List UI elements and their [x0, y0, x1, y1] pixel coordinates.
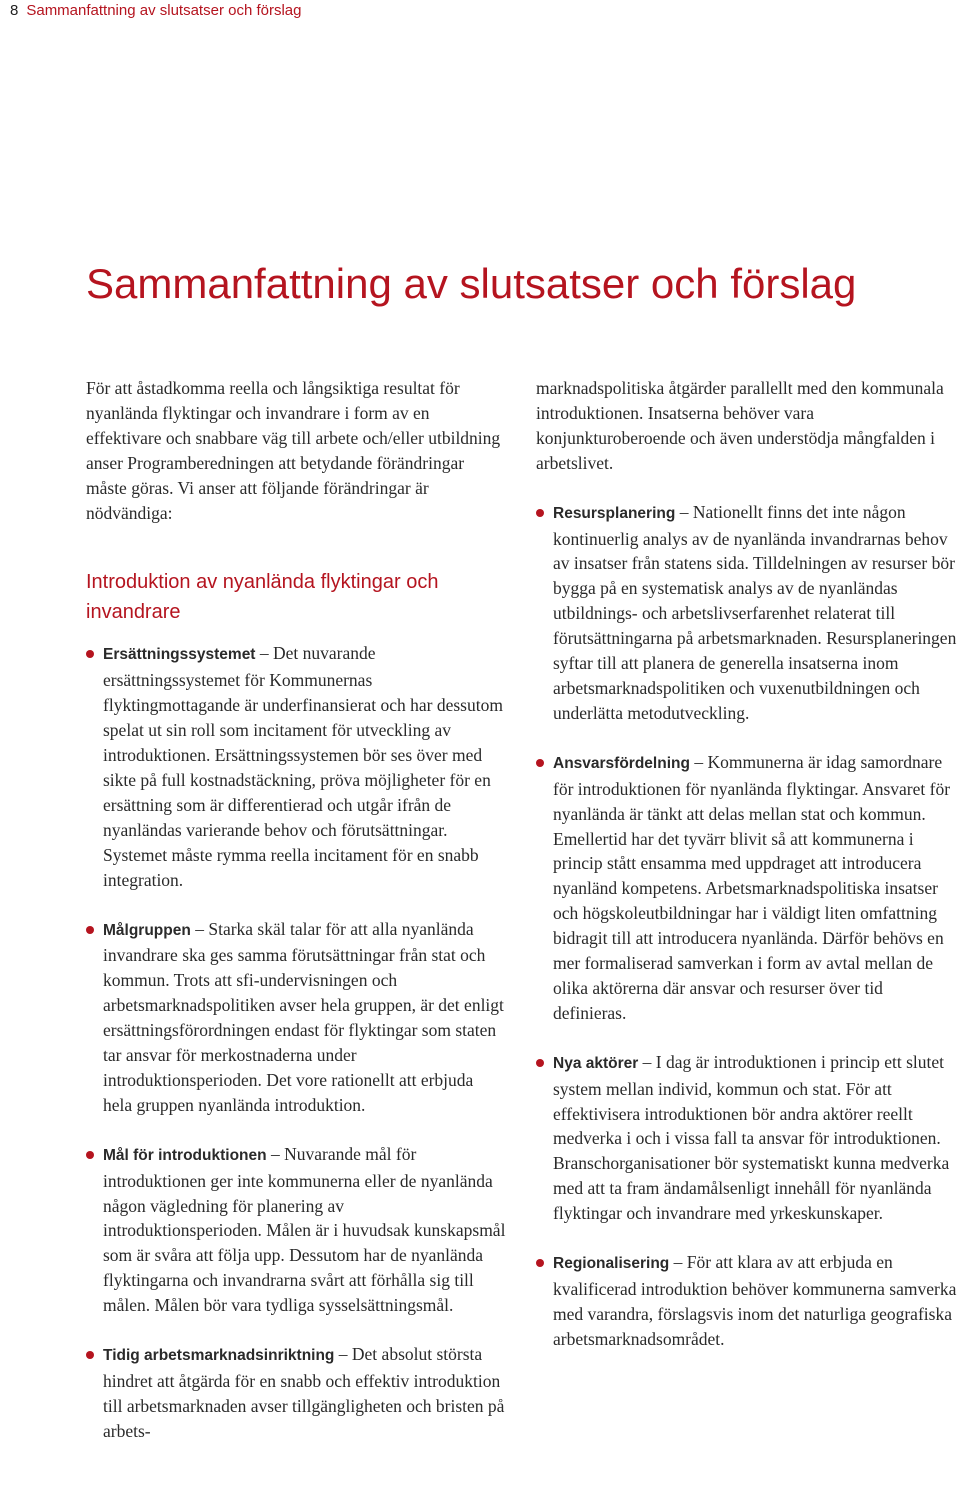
right-column [536, 376, 960, 1376]
item-term: Tidig arbetsmarknadsinriktning [103, 1347, 335, 1365]
item-text: Nuvarande mål för introduktionen ger inte kommunerna eller de nyanlända någon vägledning för planering av introduktionsperioden. Målen är i huvudsak kunskapsmål som är svåra att följa upp. Dessutom har de nyanlända flyktingarna och invandrarna svårt att förhålla sig till målen. Målen bör vara tydliga sysselsättningsmål. [103, 1143, 506, 1316]
list-item: Regionalisering – För att klara av att erbjuda en kvalificerad introduktion behöver kommunerna samverka med varandra, förslagsvis inom det naturliga geografiska arbetsmarknadsområdet. [536, 1250, 960, 1352]
item-text: Starka skäl talar för att alla nyanlända invandrare ska ges samma förutsättningar från stat och kommun. Trots att sfi-undervisningen och arbetsmarknadspolitiken avser hela gruppen, är det enligt ersättningsförordningen endast för flyktingar som staten tar ansvar för merkostnaderna under introduktionsperioden. Det vore rationellt att erbjuda hela gruppen nyanlända introduktion. [103, 918, 504, 1115]
bullet-icon [536, 509, 544, 517]
item-term: Målgruppen [103, 921, 191, 939]
item-text: För att klara av att erbjuda en kvalificerad introduktion behöver kommunerna samverka med varandra, förslagsvis inom det naturliga geografiska arbetsmarknadsområdet. [553, 1252, 957, 1349]
bullet-icon [536, 1059, 544, 1067]
item-text: Nationellt finns det inte någon kontinuerlig analys av de nyanlända invandrarnas behov av insatser från statens sida. Tilldelningen av resurser bör bygga på en systematisk analys av de nyanländas utbildnings- och arbetslivserfarenhet relaterat till förutsättningarna på arbetsmarknaden. Resursplaneringen syftar till att planera de generella insatserna inom arbetsmarknadspolitiken och vuxenutbildningen och underlätta metodutveckling. [553, 501, 957, 723]
bullet-icon [86, 926, 94, 934]
list-item: Ansvarsfördelning – Kommunerna är idag samordnare för introduktionen för nyanlända flyktingar. Ansvaret för nyanlända är tänkt att delas mellan stat och kommun. Emellertid har det tyvärr blivit så att kommunerna i princip stått ensamma med uppdraget att introducera nyanländ kompetens. Arbetsmarknadspolitiska insatser och högskoleutbildningar har i väldigt liten omfattning bidragit till att introducera nyanlända. Därför behövs en mer formaliserad samverkan i form av avtal mellan de olika aktörerna där ansvar och resurser över tid definieras. [536, 750, 960, 1026]
list-item: Ersättningssystemet – Det nuvarande ersättningssystemet för Kommunernas flyktingmottagande är underfinansierat och har dessutom spelat ut sin roll som incitament för utveckling av introduktionen. Ersättningssystemen bör ses över med sikte på full kostnadstäckning, pröva möjligheter för en ersättning som är differentierad och utgår ifrån de nyanländas varierande behov och förutsättningar. Systemet måste rymma reella incitament för en snabb integration. [86, 641, 506, 892]
item-term: Resursplanering [553, 504, 676, 522]
item-text: Kommunerna är idag samordnare för introduktionen för nyanlända flyktingar. Ansvaret för nyanlända är tänkt att delas mellan stat och kommun. Emellertid har det tyvärr blivit så att kommunerna i princip stått ensamma med uppdraget att introducera nyanländ kompetens. Arbetsmarknadspolitiska insatser och högskoleutbildningar har i väldigt liten omfattning bidragit till att introducera nyanlända. Därför behövs en mer formaliserad samverkan i form av avtal mellan de olika aktörerna där ansvar och resurser över tid definieras. [553, 751, 951, 1023]
left-column [86, 376, 506, 1468]
item-term: Regionalisering [553, 1255, 670, 1273]
running-header [10, 2, 301, 19]
bullet-icon [86, 1151, 94, 1159]
bullet-icon [86, 1351, 94, 1359]
list-item: Tidig arbetsmarknadsinriktning – Det absolut största hindret att åtgärda för en snabb och effektiv introduktion till arbetsmarknaden avser tillgängligheten och bristen på arbets- [86, 1342, 506, 1444]
item-term: Ansvarsfördelning [553, 754, 690, 772]
page-title: Sammanfattning av slutsatser och förslag [86, 260, 857, 307]
item-term: Ersättningssystemet [103, 646, 256, 664]
page-number: 8 [10, 2, 19, 19]
item-text: I dag är introduktionen i princip ett slutet system mellan individ, kommun och stat. För att effektivisera introduktionen bör andra aktörer reellt medverka i och i vissa fall ta ansvar för introduktionen. Branschorganisationer bör systematiskt kunna medverka med att ta fram ändamålsenligt innehåll för nyanlända flyktingar och invandrare med yrkeskunskaper. [553, 1051, 950, 1224]
item-text: Det absolut största hindret att åtgärda för en snabb och effektiv introduktion till arbetsmarknaden avser tillgängligheten och bristen på arbets- [103, 1344, 505, 1441]
bullet-icon [536, 759, 544, 767]
list-item: Mål för introduktionen – Nuvarande mål för introduktionen ger inte kommunerna eller de nyanlända någon vägledning för planering av introduktionsperioden. Målen är i huvudsak kunskapsmål som är svåra att följa upp. Dessutom har de nyanlända flyktingarna och invandrarna svårt att förhålla sig till målen. Målen bör vara tydliga sysselsättningsmål. [86, 1142, 506, 1318]
list-item: Nya aktörer – I dag är introduktionen i princip ett slutet system mellan individ, kommun och stat. För att effektivisera introduktionen bör andra aktörer reellt medverka i och i vissa fall ta ansvar för introduktionen. Branschorganisationer bör systematiskt kunna medverka med att ta fram ändamålsenligt innehåll för nyanlända flyktingar och invandrare med yrkeskunskaper. [536, 1050, 960, 1226]
list-item: Målgruppen – Starka skäl talar för att alla nyanlända invandrare ska ges samma förutsättningar från stat och kommun. Trots att sfi-undervisningen och arbetsmarknadspolitiken avser hela gruppen, är det enligt ersättningsförordningen endast för flyktingar som staten tar ansvar för merkostnaderna under introduktionsperioden. Det vore rationellt att erbjuda hela gruppen nyanlända introduktion. [86, 917, 506, 1118]
item-term: Nya aktörer [553, 1054, 639, 1072]
running-title: Sammanfattning av slutsatser och förslag [26, 2, 302, 19]
bullet-icon [86, 650, 94, 658]
section-heading: Introduktion av nyanlända flyktingar och invandrare [86, 571, 439, 624]
bullet-icon [536, 1259, 544, 1267]
intro-paragraph: För att åstadkomma reella och långsiktiga resultat för nyanlända flyktingar och invandrare i form av en effektivare och snabbare väg till arbete och/eller utbildning anser Programberedningen att betydande förändringar måste göras. Vi anser att följande förändringar är nödvändiga: [86, 378, 501, 523]
item-text: Det nuvarande ersättningssystemet för Kommunernas flyktingmottagande är underfinansierat och har dessutom spelat ut sin roll som incitament för utveckling av introduktionen. Ersättningssystemen bör ses över med sikte på full kostnadstäckning, pröva möjligheter för en ersättning som är differentierad och utgår ifrån de nyanländas varierande behov och förutsättningar. Systemet måste rymma reella incitament för en snabb integration. [103, 643, 503, 890]
continuation-paragraph: marknadspolitiska åtgärder parallellt med den kommunala introduktionen. Insatserna behöver vara konjunkturoberoende och även understödja mångfalden i arbetslivet. [536, 378, 944, 473]
list-item: Resursplanering – Nationellt finns det inte någon kontinuerlig analys av de nyanlända invandrarnas behov av insatser från statens sida. Tilldelningen av resurser bör bygga på en systematisk analys av de nyanländas utbildnings- och arbetslivserfarenhet relaterat till förutsättningarna på arbetsmarknaden. Resursplaneringen syftar till att planera de generella insatserna inom arbetsmarknadspolitiken och vuxenutbildningen och underlätta metodutveckling. [536, 500, 960, 726]
item-term: Mål för introduktionen [103, 1146, 267, 1164]
